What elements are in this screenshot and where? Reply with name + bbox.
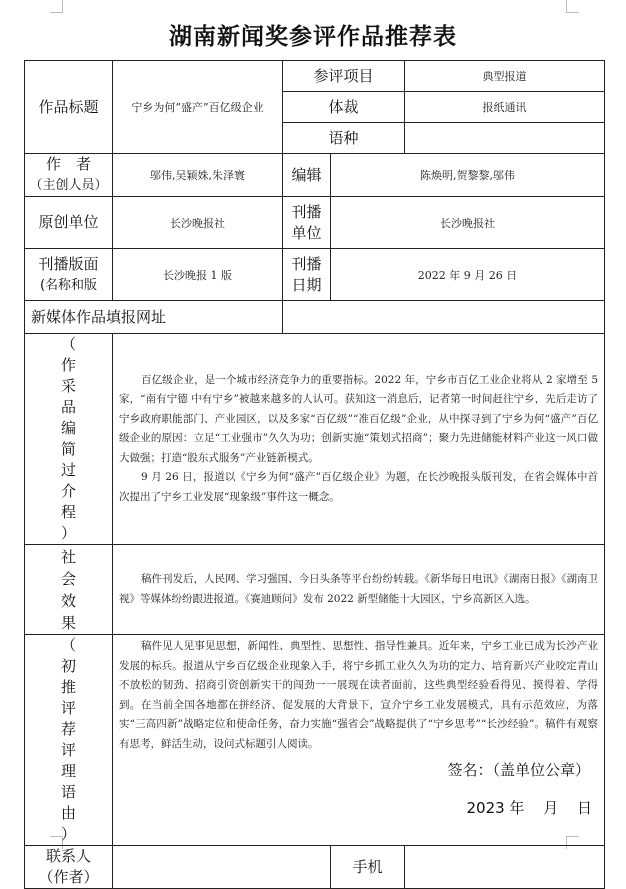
effect-text[interactable] (113, 545, 605, 635)
process-label-char: （ (60, 335, 76, 353)
genre-value[interactable]: 报纸通讯 (405, 92, 605, 123)
process-label-char: 编 (60, 419, 76, 437)
review-date (113, 796, 604, 820)
publish-unit-label-line1: 刊播 (291, 202, 322, 221)
author-label-main: 作 者 (45, 155, 91, 173)
author-label (25, 154, 113, 197)
review-paragraph: 稿件见人见事见思想，新闻性、典型性、思想性、指导性兼具。近年来，宁乡工业已成为长沙产业发展的标兵。报道从宁乡百亿级企业现象入手，将宁乡抓工业久久为功的定力、培育新兴产业咬定青山不放松的韧劲、招商引资创新实干的闯劲一一展现在读者面前，这些典型经验看得见、摸得着、学得到。在当前全国各地都在拼经济、促发展的大背景下，宣介宁乡工业发展模式，具有示范效应，为落实“三高四新”战略定位和使命任务，奋力实施“强省会”战略提供了“宁乡思考”“长沙经验”。稿件有观察有思考，鲜活生动，设问式标题引人阅读。 (119, 640, 599, 750)
publish-date-value[interactable]: 2022 年 9 月 26 日 (331, 249, 605, 301)
effect-paragraph: 稿件刊发后，人民网、学习强国、今日头条等平台纷纷转载。《新华每日电讯》《湖南日报》《湖南卫视》等媒体纷纷跟进报道。《赛迪顾问》发布 2022 新型储能十大园区，宁乡高新区入选。 (119, 573, 599, 605)
process-label-cell (25, 334, 113, 545)
original-unit-label: 原创单位 (25, 197, 113, 249)
editor-value[interactable]: 陈焕明,贺黎黎,邬伟 (331, 154, 605, 197)
effect-label-char: 会 (60, 569, 76, 588)
review-label-char: 推 (60, 678, 76, 696)
author-label-sub: （主创人员） (29, 178, 108, 193)
work-title-value[interactable]: 宁乡为何“盛产”百亿级企业 (113, 61, 283, 154)
process-label-char: 介 (60, 482, 76, 500)
page-title: 湖南新闻奖参评作品推荐表 (169, 24, 457, 50)
process-label-char: 简 (60, 440, 76, 458)
language-label: 语种 (283, 123, 405, 154)
process-paragraph: 9 月 26 日，报道以《宁乡为何“盛产”百亿级企业》为题，在长沙晚报头版刊发，在省会媒体中首次提出了宁乡工业发展“现象级”事件这一概念。 (119, 471, 599, 503)
review-label-char: 评 (60, 699, 76, 717)
review-label-char: 评 (60, 741, 76, 759)
crop-mark-top-left (50, 0, 63, 13)
process-label-char: 采 (60, 377, 76, 395)
process-paragraph: 百亿级企业，是一个城市经济竞争力的重要指标。2022 年，宁乡市百亿工业企业将从 2 家增至 5 家，“南有宁德 中有宁乡”被越来越多的人认可。获知这一消息后，记者第一时间赶往宁乡，先后走访了宁乡政府职能部门、产业园区，以及多家“百亿级”“准百亿级”企业，从中探寻到了宁乡为何“盛产”百亿级企业的原因：立足“工业强市”久久为功；创新实施“策划式招商”；聚力先进储能材料产业这一风口做大做强；打造“股东式服务”产业链新模式。 (119, 373, 599, 464)
effect-label-char: 效 (60, 591, 76, 610)
review-label-cell (25, 635, 113, 846)
language-value[interactable] (405, 123, 605, 154)
new-media-url-label: 新媒体作品填报网址 (25, 301, 283, 334)
publish-date-label-line2: 日期 (291, 275, 322, 294)
process-label (60, 334, 78, 544)
review-label-char: （ (60, 636, 76, 654)
publish-date-label-line1: 刊播 (291, 254, 322, 273)
effect-label-char: 果 (60, 613, 76, 632)
review-label-char: 荐 (60, 720, 76, 738)
publish-page-label-sub: (名称和版 (39, 277, 98, 293)
contact-label-main: 联系人 (45, 847, 91, 865)
effect-label-char: 社 (60, 547, 76, 566)
process-label-char: 过 (60, 461, 76, 479)
contact-label (25, 846, 113, 889)
genre-label: 体裁 (283, 92, 405, 123)
review-date-year: 2023 年 (466, 799, 525, 817)
publish-unit-label-line2: 单位 (291, 223, 322, 242)
publish-page-label-main: 刊播版面 (38, 254, 99, 273)
author-value[interactable]: 邬伟,吴颖姝,朱泽寰 (113, 154, 283, 197)
work-title-label: 作品标题 (25, 61, 113, 154)
publish-unit-label (283, 197, 331, 249)
effect-label-cell (25, 545, 113, 635)
process-label-char: 程 (60, 503, 76, 521)
signature-line: 签名：（盖单位公章） (447, 761, 591, 779)
review-label-char: 由 (60, 804, 76, 822)
review-text (113, 637, 604, 754)
crop-mark-top-right (566, 0, 579, 13)
review-date-day: 日 (577, 799, 593, 817)
contact-value[interactable] (113, 846, 331, 889)
phone-value[interactable] (405, 846, 605, 889)
review-cell[interactable] (113, 635, 605, 846)
review-label-char: ） (60, 825, 76, 843)
review-label-char: 初 (60, 657, 76, 675)
new-media-url-value[interactable] (283, 301, 605, 334)
editor-label: 编辑 (283, 154, 331, 197)
category-label: 参评项目 (283, 61, 405, 92)
review-date-month: 月 (543, 799, 559, 817)
publish-page-label (25, 249, 113, 301)
contact-label-sub: （作者） (38, 868, 99, 886)
effect-label (60, 546, 78, 634)
process-label-char: 品 (60, 398, 76, 416)
phone-label: 手机 (331, 846, 405, 889)
publish-unit-value[interactable]: 长沙晚报社 (331, 197, 605, 249)
category-value[interactable]: 典型报道 (405, 61, 605, 92)
process-label-char: ） (60, 524, 76, 542)
process-text[interactable] (113, 334, 605, 545)
review-label-char: 语 (60, 783, 76, 801)
recommendation-form-table (24, 60, 605, 889)
original-unit-value[interactable]: 长沙晚报社 (113, 197, 283, 249)
publish-page-value[interactable]: 长沙晚报 1 版 (113, 249, 283, 301)
publish-date-label (283, 249, 331, 301)
review-label (60, 635, 78, 845)
process-label-char: 作 (60, 356, 76, 374)
review-label-char: 理 (60, 762, 76, 780)
